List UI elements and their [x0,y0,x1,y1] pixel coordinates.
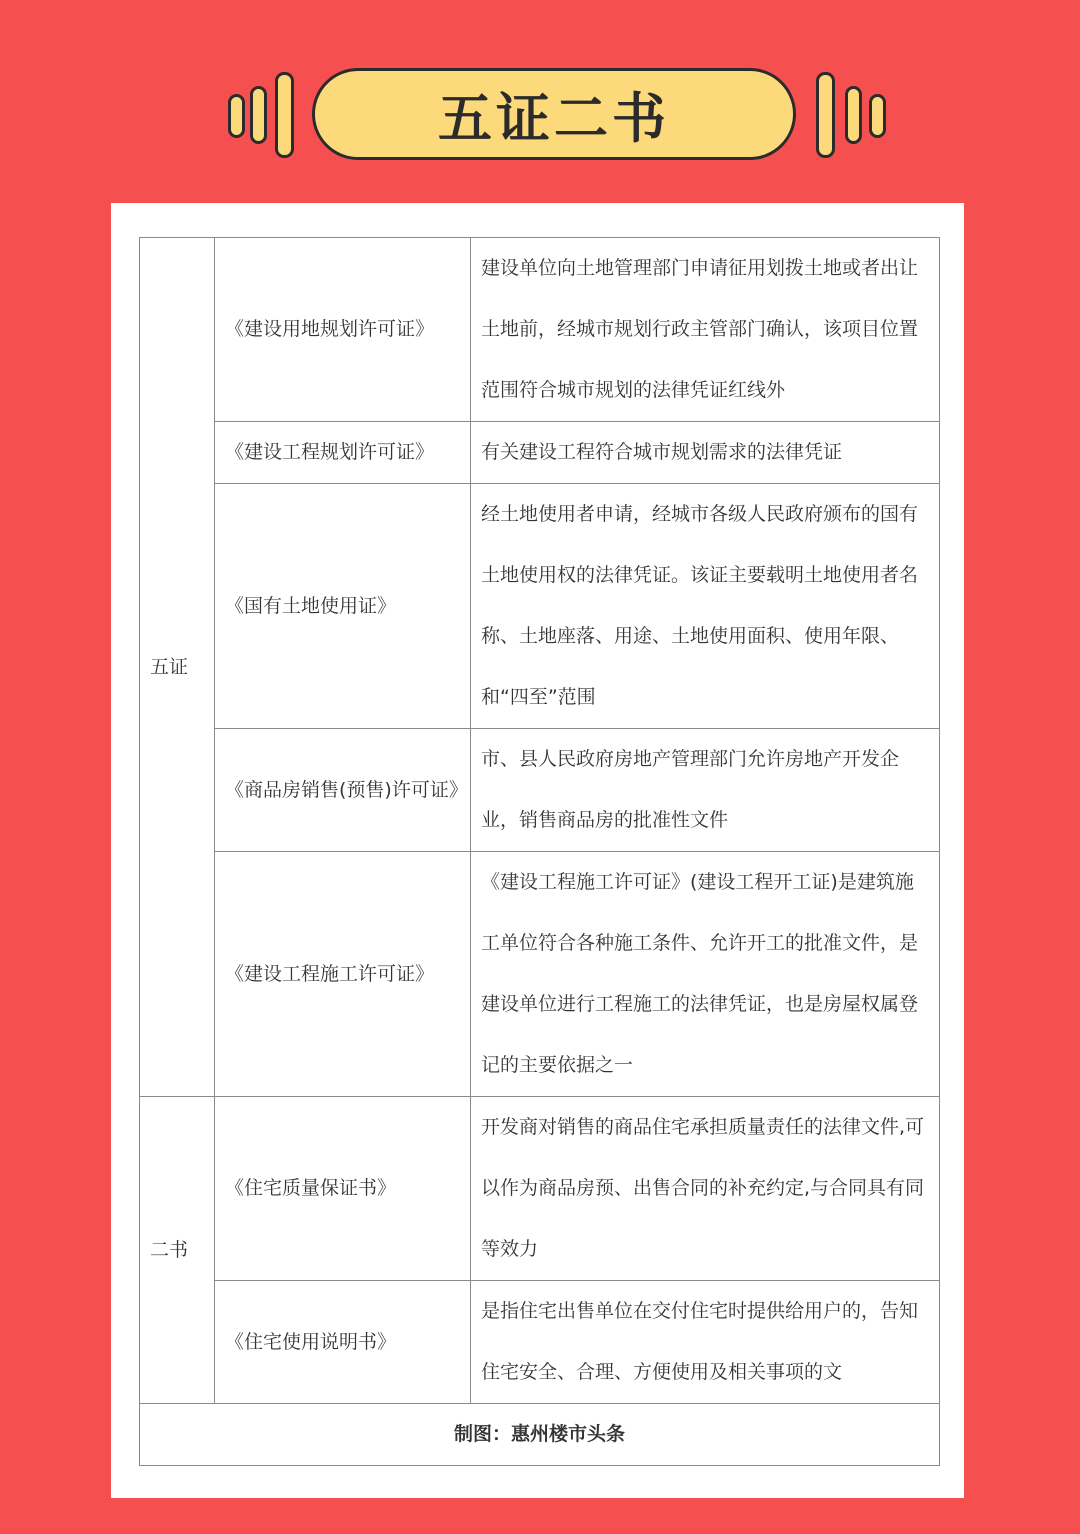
right-deco-bar-outer [869,94,886,138]
table-row [140,852,940,1097]
credit-footer: 制图：惠州楼市头条 [140,1404,940,1466]
certificates-table [139,237,940,1466]
certificate-description: 建设单位向土地管理部门申请征用划拨土地或者出让土地前，经城市规划行政主管部门确认，该项目位置范围符合城市规划的法律凭证红线外 [471,238,940,422]
table-row [140,1097,940,1281]
right-deco-bar-inner [816,72,835,158]
right-deco-bar-middle [845,86,862,144]
group-label-two-documents: 二书 [140,1097,215,1404]
group-label-five-certificates: 五证 [140,238,215,1097]
table-row [140,238,940,422]
certificate-name: 《商品房销售(预售)许可证》 [215,729,471,852]
title-banner [312,68,796,160]
certificate-description: 《建设工程施工许可证》(建设工程开工证)是建筑施工单位符合各种施工条件、允许开工的批准文件，是建设单位进行工程施工的法律凭证，也是房屋权属登记的主要依据之一 [471,852,940,1097]
document-name: 《住宅使用说明书》 [215,1281,471,1404]
left-deco-bar-outer [228,94,245,138]
document-description: 是指住宅出售单位在交付住宅时提供给用户的，告知住宅安全、合理、方便使用及相关事项的文 [471,1281,940,1404]
certificate-name: 《建设工程施工许可证》 [215,852,471,1097]
certificate-description: 经土地使用者申请，经城市各级人民政府颁布的国有土地使用权的法律凭证。该证主要载明土地使用者名称、土地座落、用途、土地使用面积、使用年限、和“四至”范围 [471,484,940,729]
left-deco-bar-middle [250,86,267,144]
table-row [140,1281,940,1404]
table-row [140,422,940,484]
left-deco-bar-inner [275,72,294,158]
certificate-description: 有关建设工程符合城市规划需求的法律凭证 [471,422,940,484]
table-footer-row [140,1404,940,1466]
table-row [140,729,940,852]
certificate-name: 《国有土地使用证》 [215,484,471,729]
document-name: 《住宅质量保证书》 [215,1097,471,1281]
certificate-name: 《建设工程规划许可证》 [215,422,471,484]
table-row [140,484,940,729]
document-description: 开发商对销售的商品住宅承担质量责任的法律文件,可以作为商品房预、出售合同的补充约定,与合同具有同等效力 [471,1097,940,1281]
certificate-description: 市、县人民政府房地产管理部门允许房地产开发企业，销售商品房的批准性文件 [471,729,940,852]
certificate-name: 《建设用地规划许可证》 [215,238,471,422]
page-title: 五证二书 [438,86,670,150]
